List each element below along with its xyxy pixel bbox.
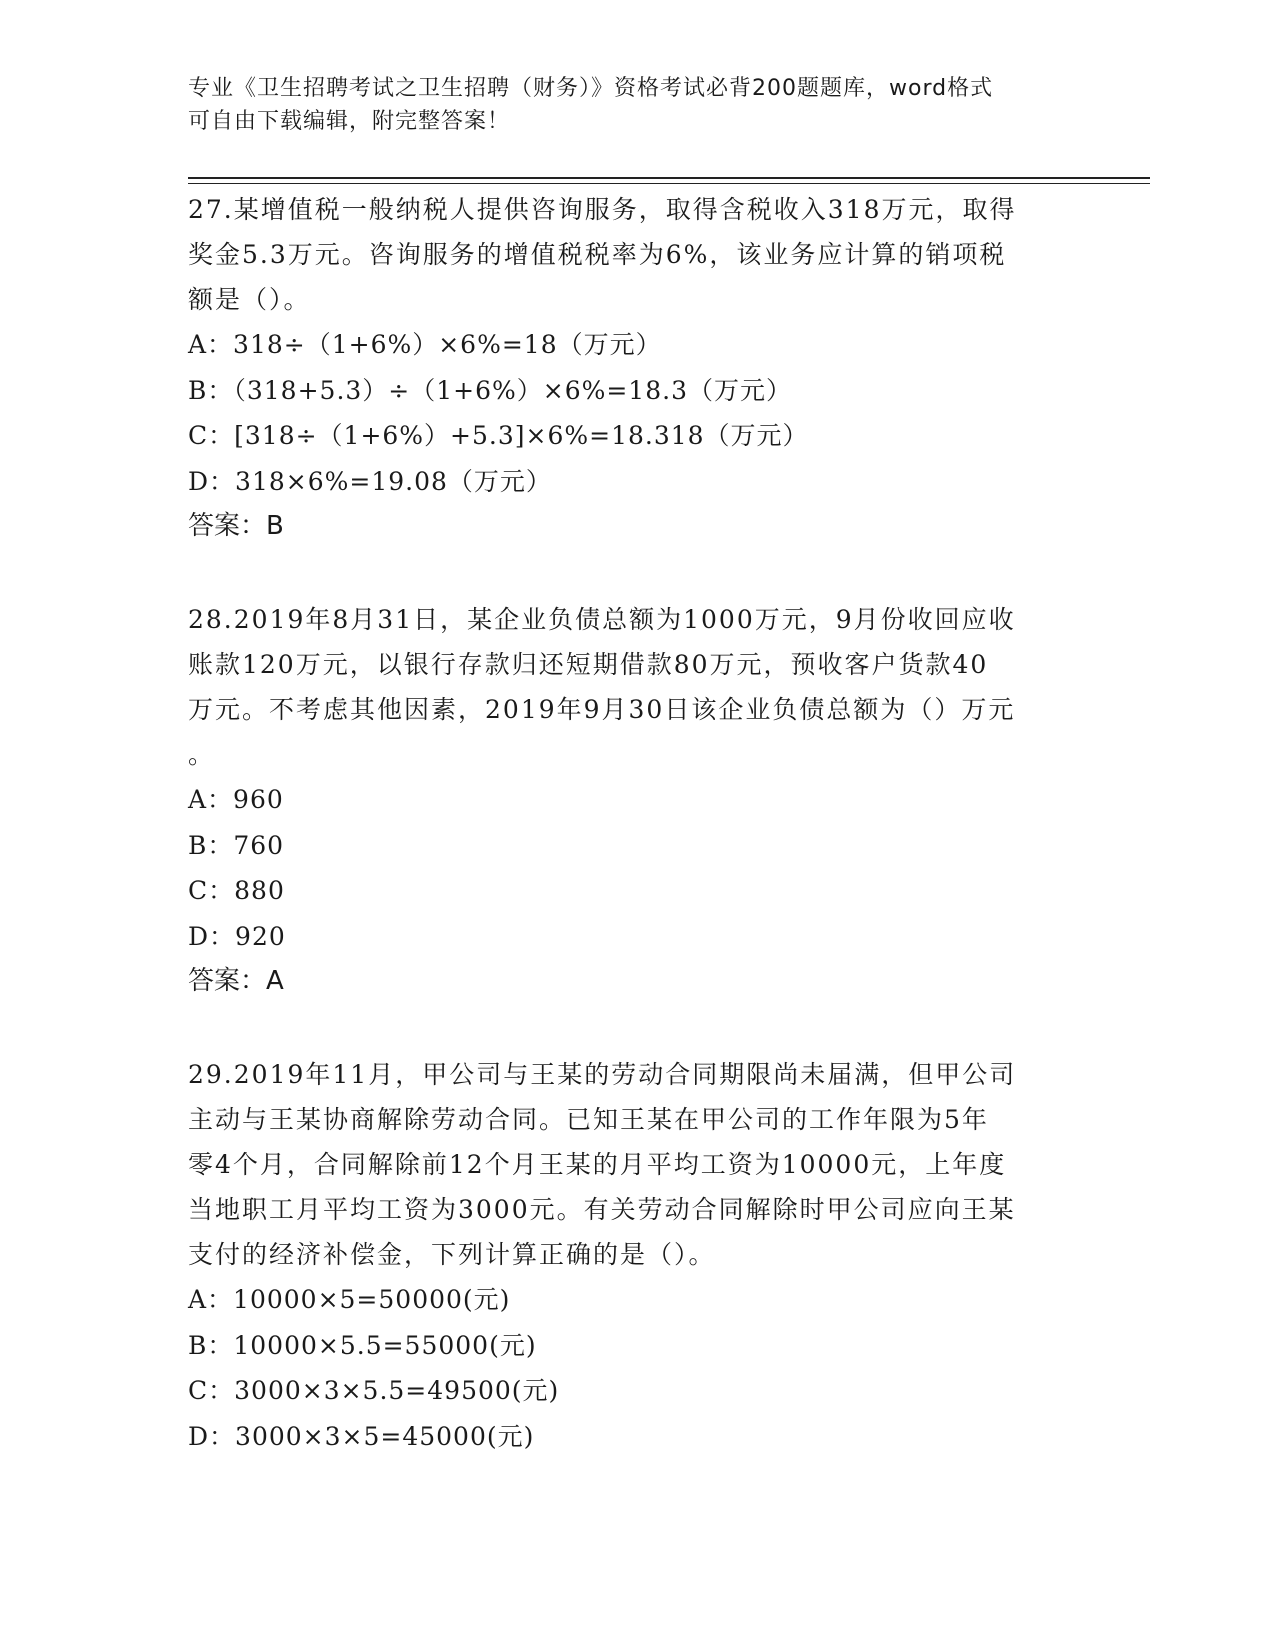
question-28: [188, 597, 1088, 1004]
option-a: A：10000×5=50000(元): [188, 1285, 511, 1314]
option-b: B：760: [188, 830, 285, 860]
answer-label: 答案：A: [188, 966, 284, 996]
option-b: B：（318+5.3）÷（1+6%）×6%=18.3（万元）: [188, 375, 792, 405]
option-a: A：318÷（1+6%）×6%=18（万元）: [188, 330, 662, 359]
header-line-2: 可自由下载编辑，附完整答案！: [188, 109, 511, 134]
question-stem-line: 万元。不考虑其他因素，2019年9月30日该企业负债总额为（）万元: [188, 695, 1016, 724]
header-divider-thick: [188, 177, 1150, 179]
question-stem-line: 当地职工月平均工资为3000元。有关劳动合同解除时甲公司应向王某: [188, 1195, 1016, 1224]
question-stem-line: 主动与王某协商解除劳动合同。已知王某在甲公司的工作年限为5年: [188, 1105, 989, 1134]
header-line-1: 专业《卫生招聘考试之卫生招聘（财务）》资格考试必背200题题库，word格式: [188, 76, 994, 101]
option-d: D：3000×3×5=45000(元): [188, 1421, 535, 1451]
question-stem-line: 27.某增值税一般纳税人提供咨询服务，取得含税收入318万元，取得: [188, 195, 1017, 224]
option-a: A：960: [188, 785, 284, 814]
header-divider-thin: [188, 183, 1150, 184]
option-b: B：10000×5.5=55000(元): [188, 1330, 537, 1360]
question-stem-line: 零4个月，合同解除前12个月王某的月平均工资为10000元，上年度: [188, 1150, 1007, 1179]
option-c: C：880: [188, 876, 285, 905]
question-stem-line: 。: [188, 740, 216, 769]
option-d: D：920: [188, 921, 286, 951]
question-stem-line: 奖金5.3万元。咨询服务的增值税税率为6%，该业务应计算的销项税: [188, 240, 1007, 269]
question-27: [188, 187, 1088, 549]
question-stem-line: 支付的经济补偿金，下列计算正确的是（）。: [188, 1240, 716, 1269]
option-c: C：[318÷（1+6%）+5.3]×6%=18.318（万元）: [188, 421, 809, 450]
question-stem-line: 28.2019年8月31日，某企业负债总额为1000万元，9月份收回应收: [188, 605, 1016, 634]
question-stem-line: 额是（）。: [188, 285, 311, 314]
question-29: [188, 1052, 1088, 1459]
document-header: [188, 72, 1088, 138]
answer-label: 答案：B: [188, 511, 284, 541]
question-stem-line: 账款120万元，以银行存款归还短期借款80万元，预收客户货款40: [188, 650, 989, 679]
question-stem-line: 29.2019年11月，甲公司与王某的劳动合同期限尚未届满，但甲公司: [188, 1060, 1017, 1089]
option-d: D：318×6%=19.08（万元）: [188, 466, 552, 496]
option-c: C：3000×3×5.5=49500(元): [188, 1376, 560, 1405]
